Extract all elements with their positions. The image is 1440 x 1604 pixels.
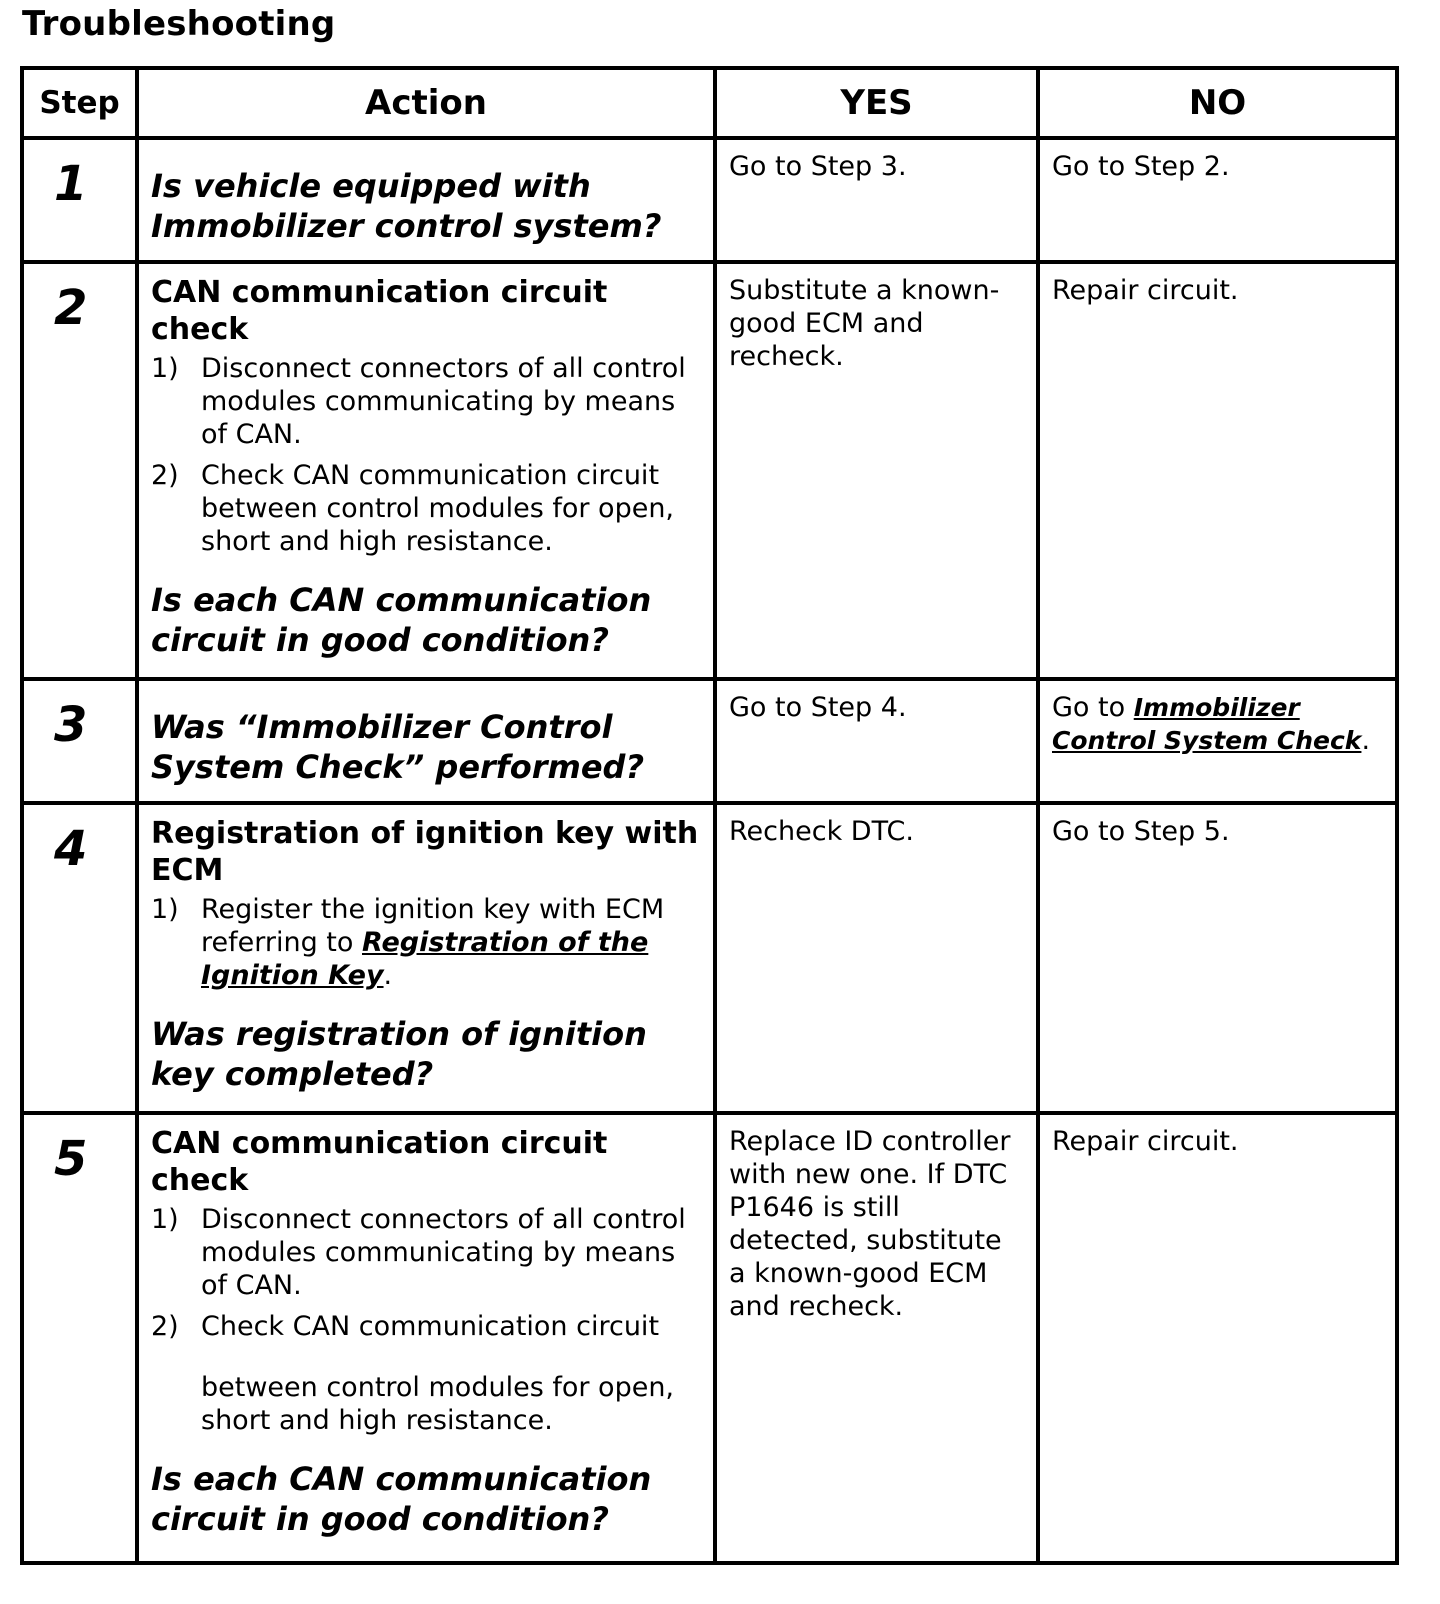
- step-cell: [22, 1113, 137, 1563]
- step-number: 2: [54, 280, 88, 336]
- step-question: Is vehicle equipped with Immobilizer control system?: [151, 167, 662, 245]
- no-result-suffix: .: [1361, 725, 1371, 756]
- list-item-suffix: .: [383, 960, 393, 991]
- step-cell: [22, 262, 137, 679]
- no-cell: [1038, 1113, 1397, 1563]
- step-cell: [22, 138, 137, 262]
- troubleshooting-table: [20, 66, 1399, 1565]
- list-item-number: 2): [151, 1311, 179, 1342]
- header-yes: YES: [715, 68, 1038, 138]
- no-cell: [1038, 262, 1397, 679]
- step-question: Is each CAN communication circuit in good condition?: [151, 581, 652, 659]
- step-question: Was registration of ignition key completed?: [151, 1015, 647, 1093]
- action-cell: [137, 803, 715, 1113]
- yes-cell: [715, 138, 1038, 262]
- list-item-text: Disconnect connectors of all control modules communicating by means of CAN.: [201, 353, 686, 450]
- list-item: [151, 1310, 699, 1437]
- step-title: Registration of ignition key with ECM: [151, 816, 699, 888]
- list-item-number: 1): [151, 1204, 179, 1235]
- list-item: [151, 1203, 699, 1302]
- yes-cell: [715, 1113, 1038, 1563]
- no-result: [1040, 681, 1395, 767]
- yes-cell: [715, 262, 1038, 679]
- table-row: [22, 1113, 1397, 1563]
- action-cell: [137, 138, 715, 262]
- procedure-list: [151, 352, 699, 558]
- no-result-prefix: Go to: [1052, 692, 1134, 723]
- yes-result: Recheck DTC.: [729, 816, 914, 847]
- list-item-number: 1): [151, 353, 179, 384]
- list-item-text: Check CAN communication circuit between control modules for open, short and high resistance.: [201, 460, 675, 557]
- step-question: Is each CAN communication circuit in good condition?: [151, 1460, 652, 1538]
- step-number: 1: [54, 156, 88, 212]
- yes-result: Go to Step 3.: [729, 151, 907, 182]
- list-item-text: Disconnect connectors of all control modules communicating by means of CAN.: [201, 1204, 686, 1301]
- step-number: 5: [54, 1131, 88, 1187]
- yes-cell: [715, 679, 1038, 803]
- no-result: Go to Step 2.: [1052, 151, 1230, 182]
- step-cell: [22, 679, 137, 803]
- no-cell: [1038, 679, 1397, 803]
- table-row: [22, 138, 1397, 262]
- no-cell: [1038, 803, 1397, 1113]
- table-row: [22, 803, 1397, 1113]
- list-item-text-continued: between control modules for open, short and high resistance.: [201, 1372, 675, 1436]
- action-cell: [137, 262, 715, 679]
- no-result: Repair circuit.: [1052, 275, 1239, 306]
- list-item-text: Register the ignition key with ECM referring to: [201, 894, 665, 958]
- list-item: [151, 459, 699, 558]
- page-title: Troubleshooting: [22, 4, 336, 44]
- registration-ignition-key-link[interactable]: Registration of the Ignition Key: [201, 927, 649, 991]
- action-cell: [137, 1113, 715, 1563]
- immobilizer-check-link[interactable]: Immobilizer Control System Check: [1052, 693, 1362, 755]
- yes-result: Replace ID controller with new one. If DTC P1646 is still detected, substitute a known-good ECM and recheck.: [729, 1126, 1011, 1322]
- list-item-number: 2): [151, 460, 179, 491]
- no-cell: [1038, 138, 1397, 262]
- header-action: Action: [137, 68, 715, 138]
- list-item-text: Check CAN communication circuit: [201, 1311, 660, 1342]
- no-result: Go to Step 5.: [1052, 816, 1230, 847]
- list-item-number: 1): [151, 894, 179, 925]
- step-cell: [22, 803, 137, 1113]
- step-title: CAN communication circuit check: [151, 275, 608, 347]
- list-item: [151, 352, 699, 451]
- procedure-list: [151, 1203, 699, 1437]
- step-number: 4: [54, 821, 88, 877]
- table-row: [22, 262, 1397, 679]
- step-question: Was “Immobilizer Control System Check” performed?: [151, 708, 644, 786]
- list-item: [151, 893, 699, 992]
- yes-result: Go to Step 4.: [729, 692, 907, 723]
- header-step: Step: [22, 68, 137, 138]
- yes-cell: [715, 803, 1038, 1113]
- no-result: Repair circuit.: [1052, 1126, 1239, 1157]
- yes-result: Substitute a known-good ECM and recheck.: [729, 275, 1000, 372]
- table-row: [22, 679, 1397, 803]
- step-title: CAN communication circuit check: [151, 1126, 608, 1198]
- header-no: NO: [1038, 68, 1397, 138]
- action-cell: [137, 679, 715, 803]
- header-row: [22, 68, 1397, 138]
- step-number: 3: [54, 697, 88, 753]
- procedure-list: [151, 893, 699, 992]
